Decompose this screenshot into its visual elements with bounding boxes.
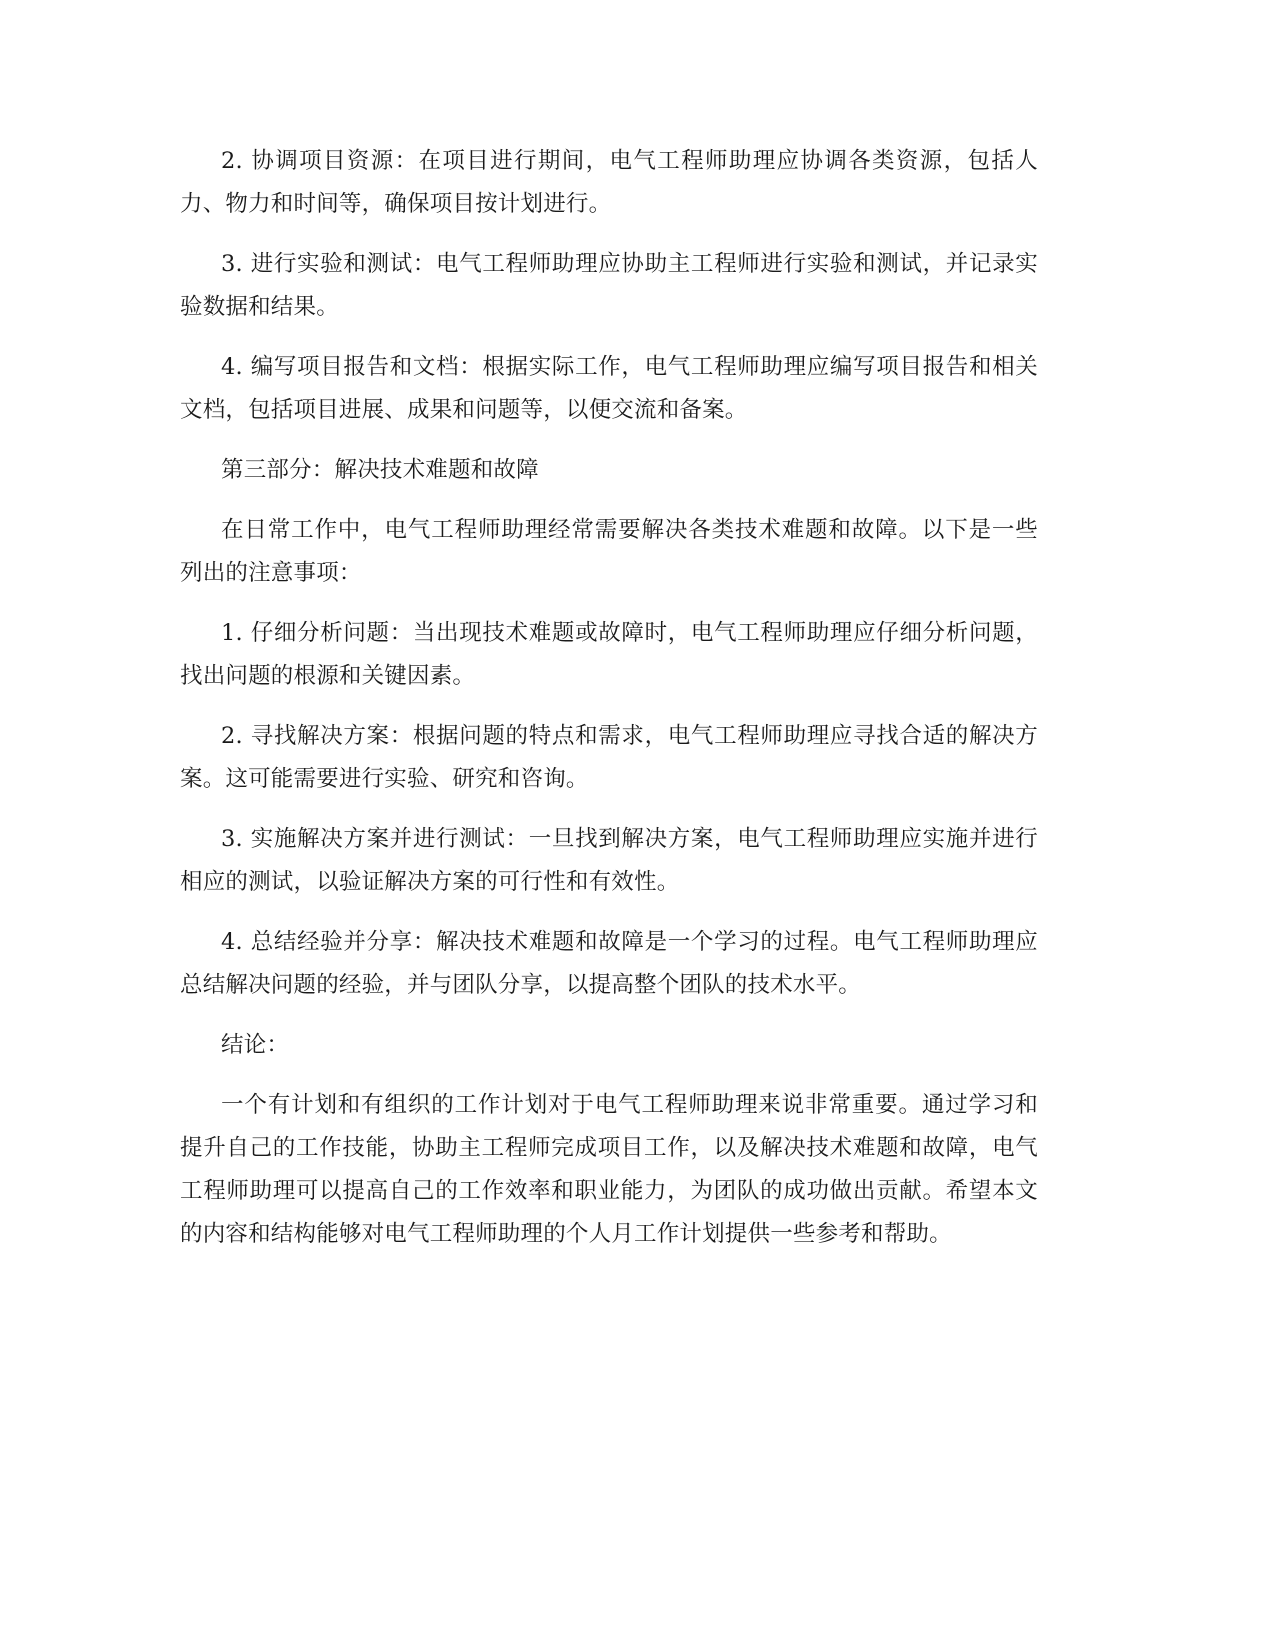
list-item-implement-test: 3. 实施解决方案并进行测试：一旦找到解决方案，电气工程师助理应实施并进行相应的测试，以验证解决方案的可行性和有效性。: [180, 826, 1038, 895]
list-item-write-reports: 4. 编写项目报告和文档：根据实际工作，电气工程师助理应编写项目报告和相关文档，包括项目进展、成果和问题等，以便交流和备案。: [180, 354, 1038, 423]
section-intro-paragraph: 在日常工作中，电气工程师助理经常需要解决各类技术难题和故障。以下是一些列出的注意事项：: [180, 517, 1038, 586]
conclusion-paragraph: 一个有计划和有组织的工作计划对于电气工程师助理来说非常重要。通过学习和提升自己的工作技能，协助主工程师完成项目工作，以及解决技术难题和故障，电气工程师助理可以提高自己的工作效率和职业能力，为团队的成功做出贡献。希望本文的内容和结构能够对电气工程师助理的个人月工作计划提供一些参考和帮助。: [180, 1092, 1038, 1247]
section-heading-part-three: 第三部分：解决技术难题和故障: [221, 457, 539, 483]
list-item-experiments-tests: 3. 进行实验和测试：电气工程师助理应协助主工程师进行实验和测试，并记录实验数据和结果。: [180, 251, 1038, 320]
list-item-summarize-share: 4. 总结经验并分享：解决技术难题和故障是一个学习的过程。电气工程师助理应总结解决问题的经验，并与团队分享，以提高整个团队的技术水平。: [180, 929, 1038, 998]
conclusion-heading: 结论：: [221, 1032, 290, 1058]
list-item-find-solution: 2. 寻找解决方案：根据问题的特点和需求，电气工程师助理应寻找合适的解决方案。这可能需要进行实验、研究和咨询。: [180, 723, 1038, 792]
document-body: [180, 140, 1038, 1273]
list-item-analyze-problem: 1. 仔细分析问题：当出现技术难题或故障时，电气工程师助理应仔细分析问题，找出问题的根源和关键因素。: [180, 620, 1038, 689]
list-item-coordinate-resources: 2. 协调项目资源：在项目进行期间，电气工程师助理应协调各类资源，包括人力、物力和时间等，确保项目按计划进行。: [180, 148, 1038, 217]
